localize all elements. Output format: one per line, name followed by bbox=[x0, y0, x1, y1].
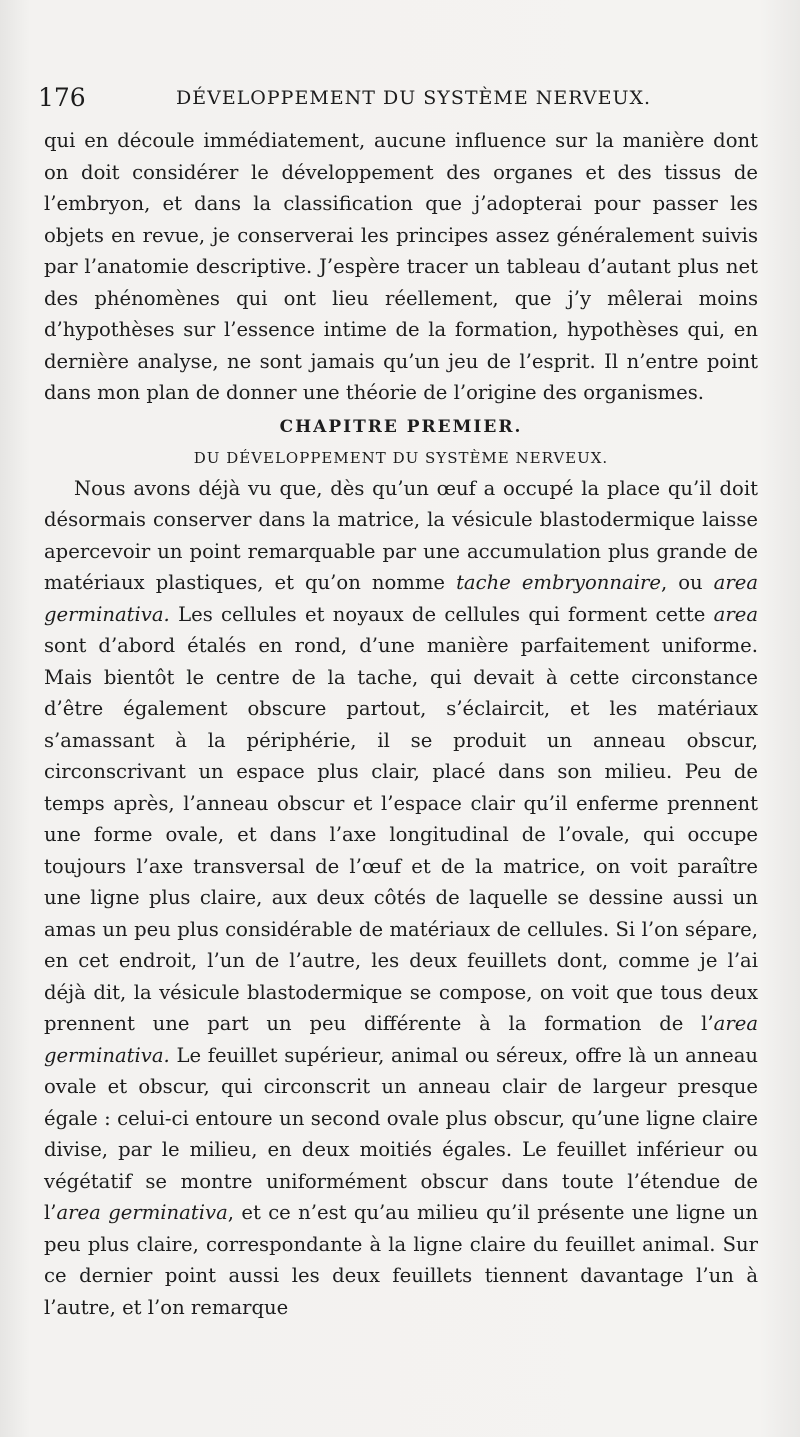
text-run: Les cellules et noyaux de cellules qui forment cette bbox=[169, 602, 714, 626]
chapter-title: CHAPITRE PREMIER. bbox=[279, 416, 523, 437]
intro-paragraph: qui en découle immédiatement, aucune influence sur la manière dont on doit considérer le développement des organes et des tissus de l’embryon, et dans la classification que j’adopterai pour passer les objets en revue, je conserverai les principes assez généralement suivis par l’anatomie descriptive. J’espère tracer un tableau d’autant plus net des phénomènes qui ont lieu réellement, que j’y mêlerai moins d’hypothèses sur l’essence intime de la formation, hypothèses qui, en dernière analyse, ne sont jamais qu’un jeu de l’esprit. Il n’entre point dans mon plan de donner une théorie de l’origine des organismes. bbox=[44, 129, 758, 404]
italic-term: area germinativa. bbox=[44, 571, 758, 626]
text-run: Nous avons déjà vu que, dès qu’un œuf a occupé la place qu’il doit désormais conserver dans la matrice, la vésicule blastodermique laisse apercevoir un point remarquable par une accumulation plus grande de matériaux plastiques, et qu’on nomme bbox=[44, 476, 758, 594]
text-run: Le feuillet supérieur, animal ou séreux, offre là un anneau ovale et obscur, qui circonscrit un anneau clair de largeur presque égale : celui-ci entoure un second ovale plus obscur, qu’une ligne claire divise, par le milieu, en deux moitiés égales. Le feuillet inférieur ou végétatif se montre uniformément obscur dans toute l’étendue de l’ bbox=[44, 1043, 758, 1224]
main-paragraph bbox=[44, 473, 758, 1324]
text-run: , et ce n’est qu’au milieu qu’il présente une ligne un peu plus claire, correspondante à la ligne claire du feuillet animal. Sur ce dernier point aussi les deux feuillets tiennent davantage l’un à l’autre, et l’on remarque bbox=[44, 1201, 758, 1319]
running-title: DÉVELOPPEMENT DU SYSTÈME NERVEUX. bbox=[176, 87, 652, 109]
italic-term: tache embryonnaire bbox=[456, 571, 661, 594]
page-body bbox=[44, 125, 758, 1323]
italic-term: area germinativa bbox=[56, 1201, 228, 1224]
italic-term: area germinativa. bbox=[44, 1012, 758, 1067]
page-number: 176 bbox=[38, 83, 86, 112]
chapter-subtitle: DU DÉVELOPPEMENT DU SYSTÈME NERVEUX. bbox=[193, 448, 609, 467]
italic-term: area bbox=[713, 602, 758, 626]
text-run: sont d’abord étalés en rond, d’une manière parfaitement uniforme. Mais bientôt le centre de la tache, qui devait à cette circonstance d’être également obscure partout, s’éclaircit, et les matériaux s’amassant à la périphérie, il se produit un anneau obscur, circonscrivant un espace plus clair, placé dans son milieu. Peu de temps après, l’anneau obscur et l’espace clair qu’il enferme prennent une forme ovale, et dans l’axe longitudinal de l’ovale, qui occupe toujours l’axe transversal de l’œuf et de la matrice, on voit paraître une ligne plus claire, aux deux côtés de laquelle se dessine aussi un amas un peu plus considérable de matériaux de cellules. Si l’on sépare, en cet endroit, l’un de l’autre, les deux feuillets dont, comme je l’ai déjà dit, la vésicule blastodermique se compose, on voit que tous deux prennent une part un peu différente à la formation de l’ bbox=[44, 634, 758, 1035]
text-run: , ou bbox=[660, 571, 714, 594]
page-header bbox=[38, 80, 758, 116]
